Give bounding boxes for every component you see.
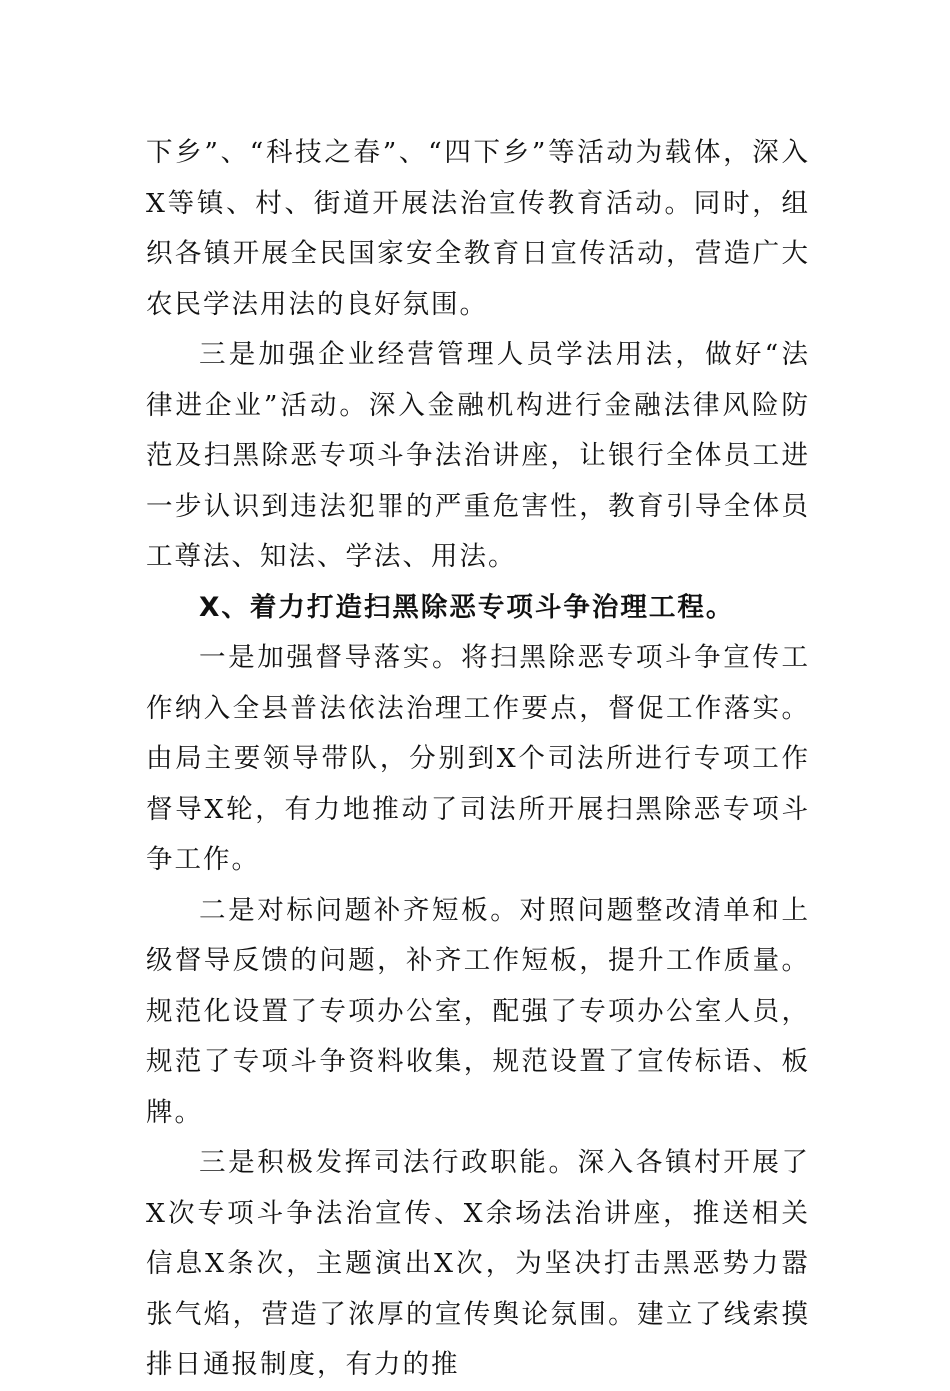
paragraph-supervision: 一是加强督导落实。将扫黑除恶专项斗争宣传工作纳入全县普法依法治理工作要点，督促工作落实。由局主要领导带队，分别到X个司法所进行专项工作督导X轮，有力地推动了司法所开展扫黑除恶专项斗争工作。: [146, 642, 810, 875]
document-body: [146, 128, 810, 1391]
paragraph-enterprise-law: 三是加强企业经营管理人员学法用法，做好“法律进企业”活动。深入金融机构进行金融法律风险防范及扫黑除恶专项斗争法治讲座，让银行全体员工进一步认识到违法犯罪的严重危害性，教育引导全体员工尊法、知法、学法、用法。: [146, 339, 810, 572]
paragraph-shortcomings: 二是对标问题补齐短板。对照问题整改清单和上级督导反馈的问题，补齐工作短板，提升工作质量。规范化设置了专项办公室，配强了专项办公室人员，规范了专项斗争资料收集，规范设置了宣传标语、板牌。: [146, 894, 810, 1128]
paragraph-judicial-functions: 三是积极发挥司法行政职能。深入各镇村开展了X次专项斗争法治宣传、X余场法治讲座，推送相关信息X条次，主题演出X次，为坚决打击黑恶势力嚣张气焰，营造了浓厚的宣传舆论氛围。建立了线索摸排日通报制度，有力的推: [146, 1147, 810, 1380]
paragraph-continuation: 下乡”、“科技之春”、“四下乡”等活动为载体，深入X等镇、村、街道开展法治宣传教育活动。同时，组织各镇开展全民国家安全教育日宣传活动，营造广大农民学法用法的良好氛围。: [146, 137, 810, 320]
section-heading: X、着力打造扫黑除恶专项斗争治理工程。: [199, 591, 735, 623]
